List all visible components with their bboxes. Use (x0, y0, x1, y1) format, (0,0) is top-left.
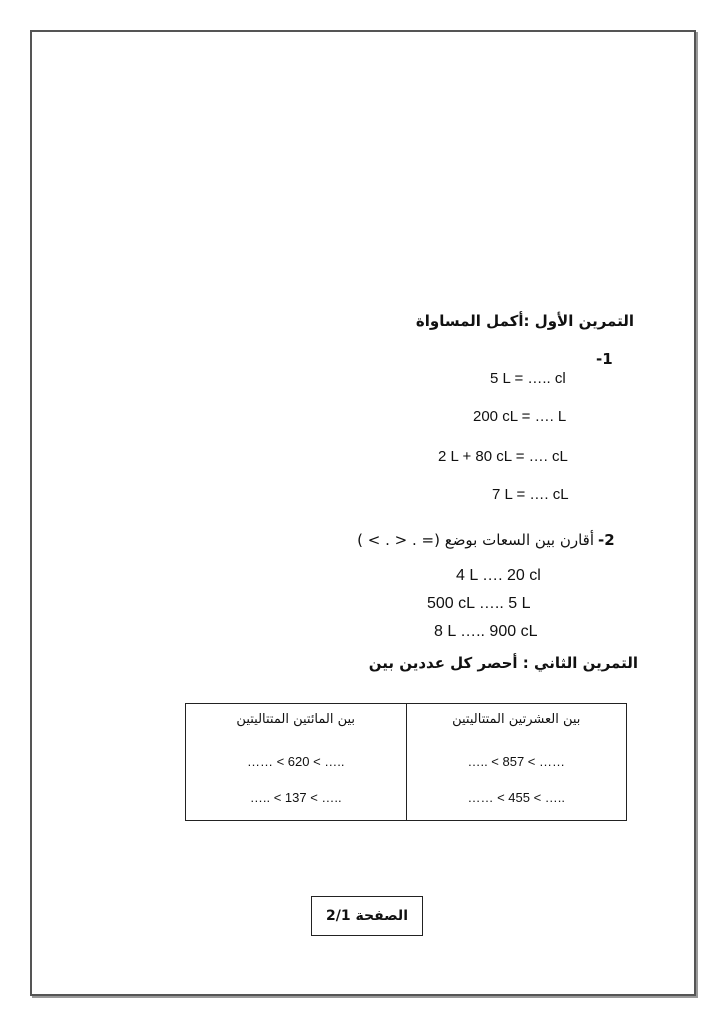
exercise1-title: التمرين الأول :أكمل المساواة (415, 312, 634, 330)
hundreds-header: بين المائتين المتتاليتين (236, 712, 356, 727)
page-border (30, 30, 696, 996)
exercise2-title: التمرين الثاني : أحصر كل عددين بين (368, 654, 638, 672)
hundreds-column (186, 704, 407, 821)
page-number-box: الصفحة 2/1 (311, 896, 423, 936)
comparison-3: 8 L ….. 900 cL (434, 623, 538, 640)
equation-3: 2 L + 80 cL = …. cL (438, 448, 568, 465)
tens-column (406, 704, 627, 821)
comparison-1: 4 L …. 20 cl (456, 567, 541, 584)
part1-label: -1 (596, 350, 613, 368)
tens-header: بين العشرتين المتتاليتين (452, 712, 581, 727)
part2-label: -2 (598, 531, 615, 549)
equation-2: 200 cL = …. L (473, 408, 567, 425)
part2-title: أقارن بين السعات بوضع (= . < . > ) (357, 531, 594, 549)
tens-row-1: ….. < 857 < …… (467, 754, 566, 769)
comparison-2: 500 cL ….. 5 L (427, 595, 531, 612)
tens-row-2: …… < 455 < ….. (467, 790, 566, 805)
hundreds-row-1: …… < 620 < ….. (246, 754, 345, 769)
bounding-table (185, 703, 627, 821)
equation-1: 5 L = ….. cl (490, 370, 566, 387)
hundreds-row-2: ….. < 137 < ….. (249, 790, 342, 805)
equation-4: 7 L = …. cL (492, 486, 569, 503)
